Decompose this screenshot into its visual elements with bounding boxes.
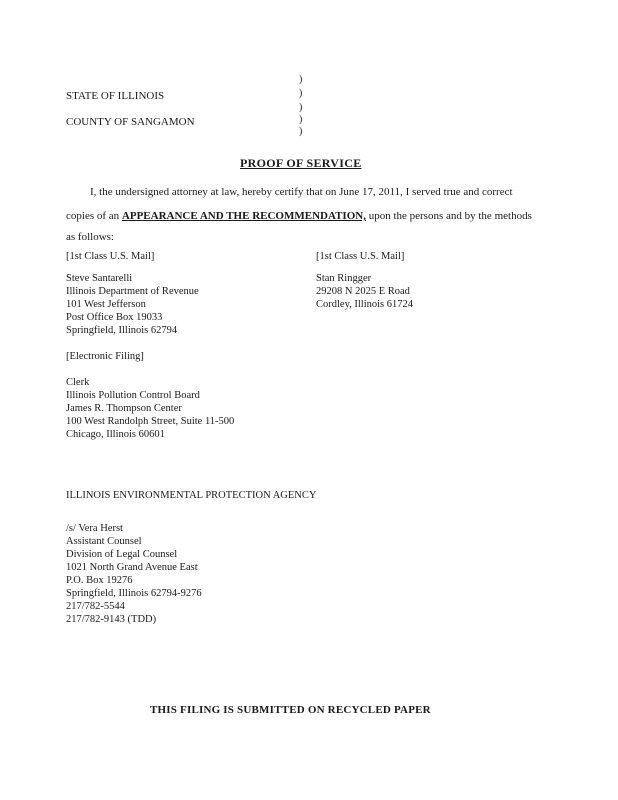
signer-fax: 217/782-9143 (TDD) xyxy=(66,614,157,625)
address-line: 100 West Randolph Street, Suite 11-500 xyxy=(66,416,235,427)
body-line-3: as follows: xyxy=(66,231,114,243)
address-line: Post Office Box 19033 xyxy=(66,312,163,323)
address-line: 29208 N 2025 E Road xyxy=(316,286,410,297)
service-method-left: [1st Class U.S. Mail] xyxy=(66,251,155,262)
address-line: Illinois Pollution Control Board xyxy=(66,390,200,401)
signer-title: Assistant Counsel xyxy=(66,536,142,547)
body-line-2-emphasis: APPEARANCE AND THE RECOMMENDATION, xyxy=(121,210,366,222)
recycled-paper-notice: THIS FILING IS SUBMITTED ON RECYCLED PAPER xyxy=(150,704,431,716)
body-line-1: I, the undersigned attorney at law, hereby certify that on June 17, 2011, I served true and correct xyxy=(90,186,513,198)
service-method-right: [1st Class U.S. Mail] xyxy=(316,251,405,262)
address-line: Springfield, Illinois 62794 xyxy=(66,325,178,336)
service-address-right xyxy=(316,272,413,311)
address-line: Chicago, Illinois 60601 xyxy=(66,429,165,440)
caption-paren: ) xyxy=(299,74,303,85)
caption-paren: ) xyxy=(299,126,303,137)
signer-phone: 217/782-5544 xyxy=(66,601,125,612)
body-line-2 xyxy=(66,209,532,223)
signer-pobox: P.O. Box 19276 xyxy=(66,575,133,586)
service-method-electronic: [Electronic Filing] xyxy=(66,351,144,362)
signer-city: Springfield, Illinois 62794-9276 xyxy=(66,588,202,599)
signer-address: 1021 North Grand Avenue East xyxy=(66,562,198,573)
address-line: James R. Thompson Center xyxy=(66,403,182,414)
caption-paren: ) xyxy=(299,114,303,125)
document-title: PROOF OF SERVICE xyxy=(240,156,362,170)
address-line: 101 West Jefferson xyxy=(66,299,146,310)
service-address-left xyxy=(66,272,199,337)
caption-state: STATE OF ILLINOIS xyxy=(66,90,165,102)
recipient-name: Stan Ringger xyxy=(316,273,372,284)
caption-county: COUNTY OF SANGAMON xyxy=(66,116,195,128)
recipient-name: Steve Santarelli xyxy=(66,273,133,284)
address-line: Cordley, Illinois 61724 xyxy=(316,299,414,310)
caption-paren: ) xyxy=(299,88,303,99)
caption-paren: ) xyxy=(299,102,303,113)
body-line-2-prefix: copies of an xyxy=(66,210,120,222)
signature: /s/ Vera Herst xyxy=(66,523,123,534)
recipient-name: Clerk xyxy=(66,377,90,388)
body-line-2-suffix: upon the persons and by the methods xyxy=(368,210,532,222)
agency-name: ILLINOIS ENVIRONMENTAL PROTECTION AGENCY xyxy=(66,490,317,501)
address-line: Illinois Department of Revenue xyxy=(66,286,199,297)
service-address-electronic xyxy=(66,376,234,441)
signer-division: Division of Legal Counsel xyxy=(66,549,178,560)
signature-block xyxy=(66,522,202,626)
